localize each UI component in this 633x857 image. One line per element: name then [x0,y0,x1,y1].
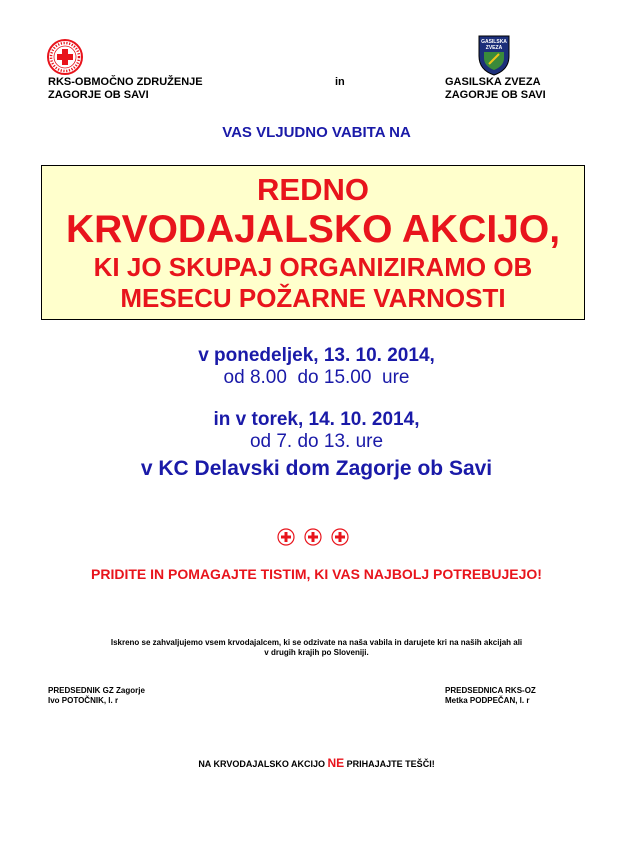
fire-brigade-shield-icon [477,34,511,76]
left-org-line2: ZAGORJE OB SAVI [48,89,149,101]
title-line3: KI JO SKUPAJ ORGANIZIRAMO OB [93,252,533,282]
venue: v KC Delavski dom Zagorje ob Savi [140,457,493,480]
day2-time: od 7. do 13. ure [249,431,384,452]
day1-time: od 8.00 do 15.00 ure [223,367,410,388]
right-organization [445,76,546,102]
footer-emphasis: NE [327,756,345,770]
title-line2: KRVODAJALSKO AKCIJO, [65,208,561,251]
title-box [41,165,585,320]
right-org-line2: ZAGORJE OB SAVI [445,89,546,101]
invite-line: VAS VLJUDNO VABITA NA [222,124,411,141]
title-line4: MESECU POŽARNE VARNOSTI [120,283,506,313]
thanks-text [30,638,603,658]
left-org-line1: RKS-OBMOČNO ZDRUŽENJE [48,76,203,88]
signature-right-name: Metka PODPEČAN, l. r [445,696,530,705]
connector-text: in [335,76,345,88]
signature-left-title: PREDSEDNIK GZ Zagorje [48,686,145,695]
day1-date: v ponedeljek, 13. 10. 2014, [198,345,435,366]
red-cross-emblem-icon [278,529,294,545]
emblem-divider [277,528,353,546]
footer-warning [0,756,633,770]
red-cross-emblem-icon [332,529,348,545]
footer-part2: PRIHAJAJTE TEŠČI! [344,759,435,769]
signature-right-title: PREDSEDNICA RKS-OZ [445,686,536,695]
thanks-line1: Iskreno se zahvaljujemo vsem krvodajalcem, ki se odzivate na naša vabila in darujete kri na naših akcijah ali [110,638,523,647]
footer-part1: NA KRVODAJALSKO AKCIJO [198,759,328,769]
left-organization [48,76,203,102]
red-cross-emblem-icon [305,529,321,545]
signature-right [445,686,536,706]
red-cross-logo-icon [46,38,84,76]
svg-text:ZVEZA: ZVEZA [485,45,503,51]
signature-left-name: Ivo POTOČNIK, l. r [48,696,119,705]
call-to-action: PRIDITE IN POMAGAJTE TISTIM, KI VAS NAJBOLJ POTREBUJEJO! [91,566,542,582]
right-org-line1: GASILSKA ZVEZA [445,76,541,88]
thanks-line2: v drugih krajih po Sloveniji. [264,648,369,657]
svg-text:GASILSKA: GASILSKA [481,39,507,45]
signature-left [48,686,145,706]
title-line1: REDNO [257,172,369,207]
schedule [0,345,633,481]
day2-date: in v torek, 14. 10. 2014, [213,409,420,430]
